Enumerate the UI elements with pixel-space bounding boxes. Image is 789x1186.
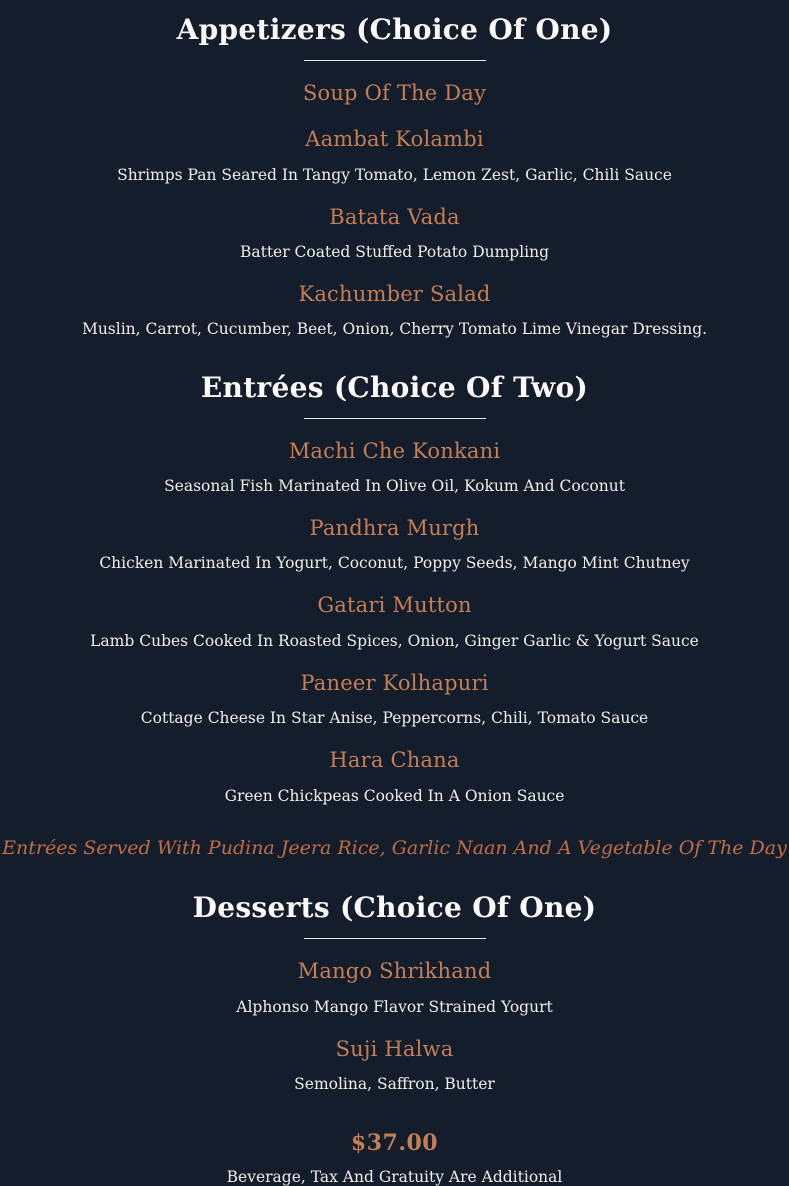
item-description: Cottage Cheese In Star Anise, Peppercorns, Chili, Tomato Sauce bbox=[140, 709, 649, 728]
item-name: Suji Halwa bbox=[335, 1036, 454, 1061]
item-description: Muslin, Carrot, Cucumber, Beet, Onion, Cherry Tomato Lime Vinegar Dressing. bbox=[81, 320, 708, 339]
item-name: Gatari Mutton bbox=[317, 593, 472, 618]
item-name: Mango Shrikhand bbox=[297, 959, 492, 984]
item-name: Hara Chana bbox=[329, 748, 460, 773]
menu-item bbox=[0, 515, 789, 573]
item-name: Batata Vada bbox=[329, 204, 460, 229]
item-description: Alphonso Mango Flavor Strained Yogurt bbox=[236, 997, 553, 1016]
menu-price: $37.00 bbox=[350, 1130, 439, 1157]
item-description: Chicken Marinated In Yogurt, Coconut, Poppy Seeds, Mango Mint Chutney bbox=[99, 554, 690, 573]
menu-footer bbox=[0, 1130, 789, 1186]
menu-item bbox=[0, 592, 789, 650]
section-title-desserts: Desserts (Choice Of One) bbox=[192, 891, 597, 925]
menu-item bbox=[0, 204, 789, 262]
item-name: Aambat Kolambi bbox=[305, 127, 484, 152]
price-disclaimer: Beverage, Tax And Gratuity Are Additional bbox=[226, 1168, 563, 1186]
section-title-appetizers: Appetizers (Choice Of One) bbox=[176, 13, 613, 46]
section-divider bbox=[304, 418, 486, 419]
section-desserts bbox=[0, 890, 789, 1094]
section-divider bbox=[304, 938, 486, 939]
item-name: Machi Che Konkani bbox=[288, 438, 501, 463]
item-name: Pandhra Murgh bbox=[309, 516, 480, 541]
item-description: Shrimps Pan Seared In Tangy Tomato, Lemon Zest, Garlic, Chili Sauce bbox=[117, 165, 672, 184]
menu-item bbox=[0, 1036, 789, 1094]
section-appetizers bbox=[0, 12, 789, 340]
item-name: Soup Of The Day bbox=[302, 81, 487, 105]
item-description: Semolina, Saffron, Butter bbox=[294, 1075, 495, 1094]
menu-item bbox=[0, 126, 789, 184]
menu-item bbox=[0, 281, 789, 339]
menu-item bbox=[0, 958, 789, 1016]
item-description: Batter Coated Stuffed Potato Dumpling bbox=[239, 243, 550, 262]
menu-item bbox=[0, 80, 789, 107]
section-divider bbox=[304, 60, 486, 61]
entrees-accompaniment-note: Entrées Served With Pudina Jeera Rice, Garlic Naan And A Vegetable Of The Day bbox=[2, 836, 787, 859]
section-entrees bbox=[0, 370, 789, 861]
menu-item bbox=[0, 438, 789, 496]
menu-item bbox=[0, 670, 789, 728]
item-description: Seasonal Fish Marinated In Olive Oil, Kokum And Coconut bbox=[164, 476, 625, 495]
item-description: Lamb Cubes Cooked In Roasted Spices, Onion, Ginger Garlic & Yogurt Sauce bbox=[90, 631, 699, 650]
menu-item bbox=[0, 747, 789, 805]
item-name: Kachumber Salad bbox=[298, 282, 491, 307]
section-title-entrees: Entrées (Choice Of Two) bbox=[200, 370, 589, 404]
item-description: Green Chickpeas Cooked In A Onion Sauce bbox=[224, 786, 565, 805]
item-name: Paneer Kolhapuri bbox=[300, 670, 489, 695]
